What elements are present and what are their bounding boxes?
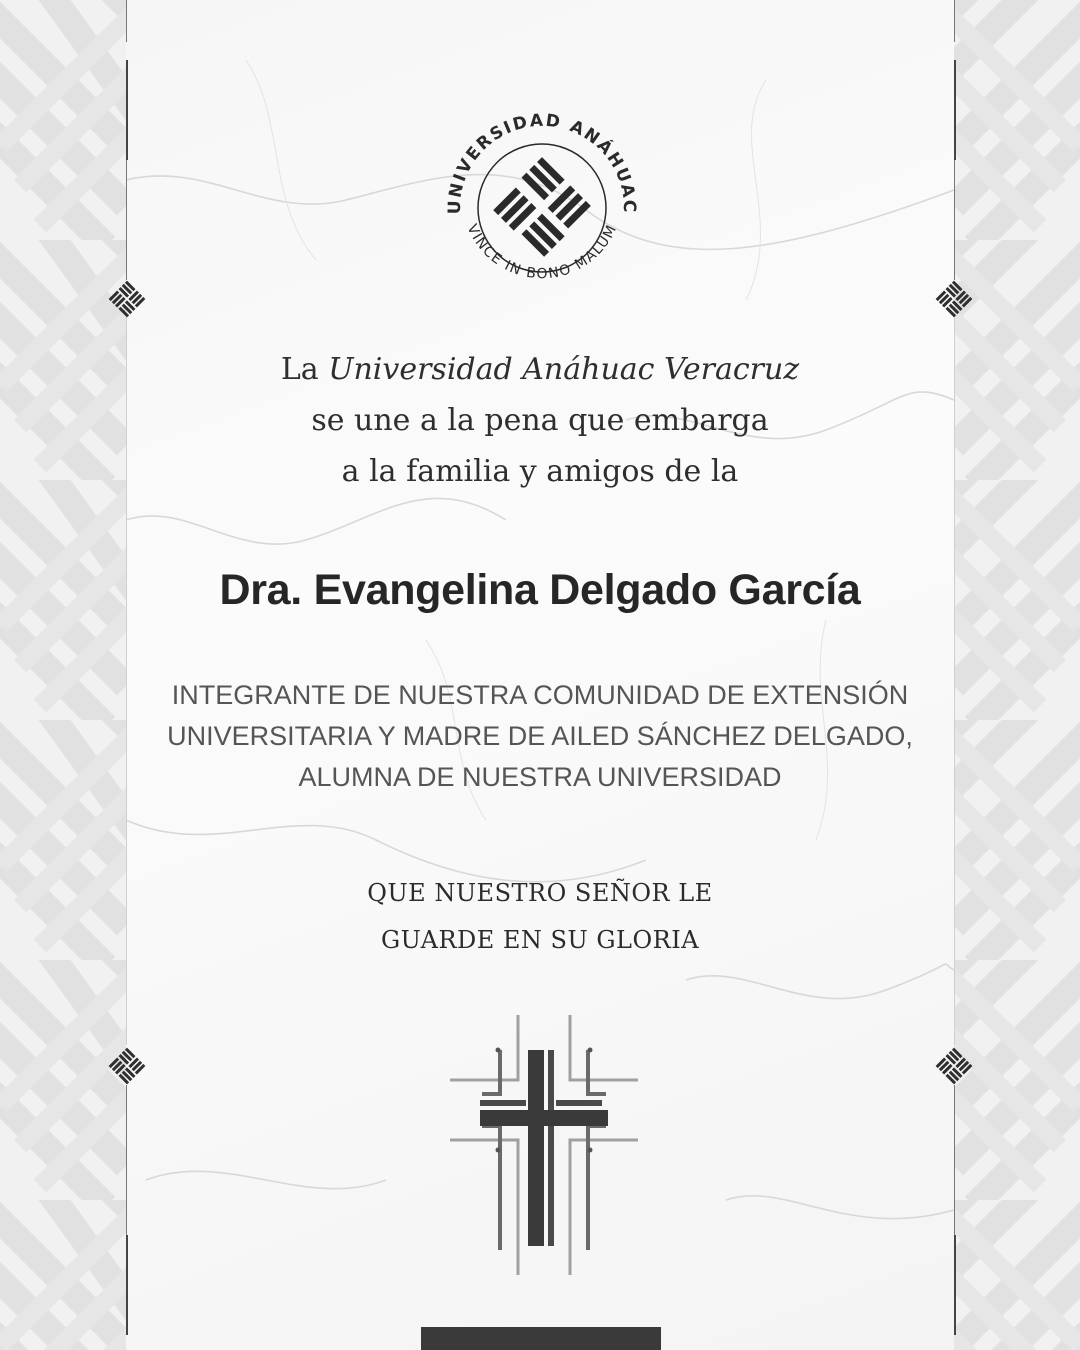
right-pattern-panel xyxy=(954,0,1080,1350)
description-line-1: INTEGRANTE DE NUESTRA COMUNIDAD DE EXTENSIÓN xyxy=(171,680,909,710)
right-lattice-pattern xyxy=(954,0,1080,1350)
university-name: Universidad Anáhuac Veracruz xyxy=(328,352,800,387)
weave-emblem-icon xyxy=(935,1047,973,1085)
seal-weave-emblem xyxy=(491,157,593,259)
deceased-name: Dra. Evangelina Delgado García xyxy=(219,566,861,614)
prayer-text xyxy=(126,870,954,964)
right-top-hairline xyxy=(954,0,955,42)
description-line-2: UNIVERSITARIA Y MADRE DE AILED SÁNCHEZ DELGADO, xyxy=(167,721,913,751)
right-bottom-accent-line xyxy=(954,1235,956,1335)
intro-prefix: La xyxy=(280,352,329,387)
right-upper-hairline xyxy=(954,160,955,280)
intro-line-3: a la familia y amigos de la xyxy=(341,454,739,489)
right-top-accent-line xyxy=(954,60,956,160)
right-lower-hairline xyxy=(954,1085,955,1235)
weave-emblem-icon xyxy=(108,1047,146,1085)
left-lower-hairline xyxy=(126,1085,127,1235)
left-pattern-panel xyxy=(0,0,126,1350)
seal-ring-top-text: UNIVERSIDAD ANÁHUAC xyxy=(444,110,640,215)
left-top-hairline xyxy=(126,0,127,42)
weave-emblem-icon xyxy=(935,280,973,318)
description-line-3: ALUMNA DE NUESTRA UNIVERSIDAD xyxy=(298,762,782,792)
left-bottom-accent-line xyxy=(126,1235,128,1335)
left-lattice-pattern xyxy=(0,0,126,1350)
left-top-accent-line xyxy=(126,60,128,160)
bottom-accent-bar xyxy=(421,1327,661,1350)
weave-emblem-icon xyxy=(108,280,146,318)
seal-ring-bottom-text: VINCE IN BONO MALUM xyxy=(463,221,621,283)
prayer-line-2: GUARDE EN SU GLORIA xyxy=(380,926,700,954)
intro-line-2: se une a la pena que embarga xyxy=(311,403,769,438)
deceased-description xyxy=(126,675,954,798)
intro-line-1 xyxy=(126,344,954,395)
cross-icon xyxy=(440,1010,640,1280)
prayer-line-1: QUE NUESTRO SEÑOR LE xyxy=(367,879,713,907)
condolence-intro xyxy=(126,344,954,497)
right-middle-hairline xyxy=(954,315,955,1045)
left-upper-hairline xyxy=(126,160,127,280)
university-seal-logo xyxy=(442,100,642,310)
